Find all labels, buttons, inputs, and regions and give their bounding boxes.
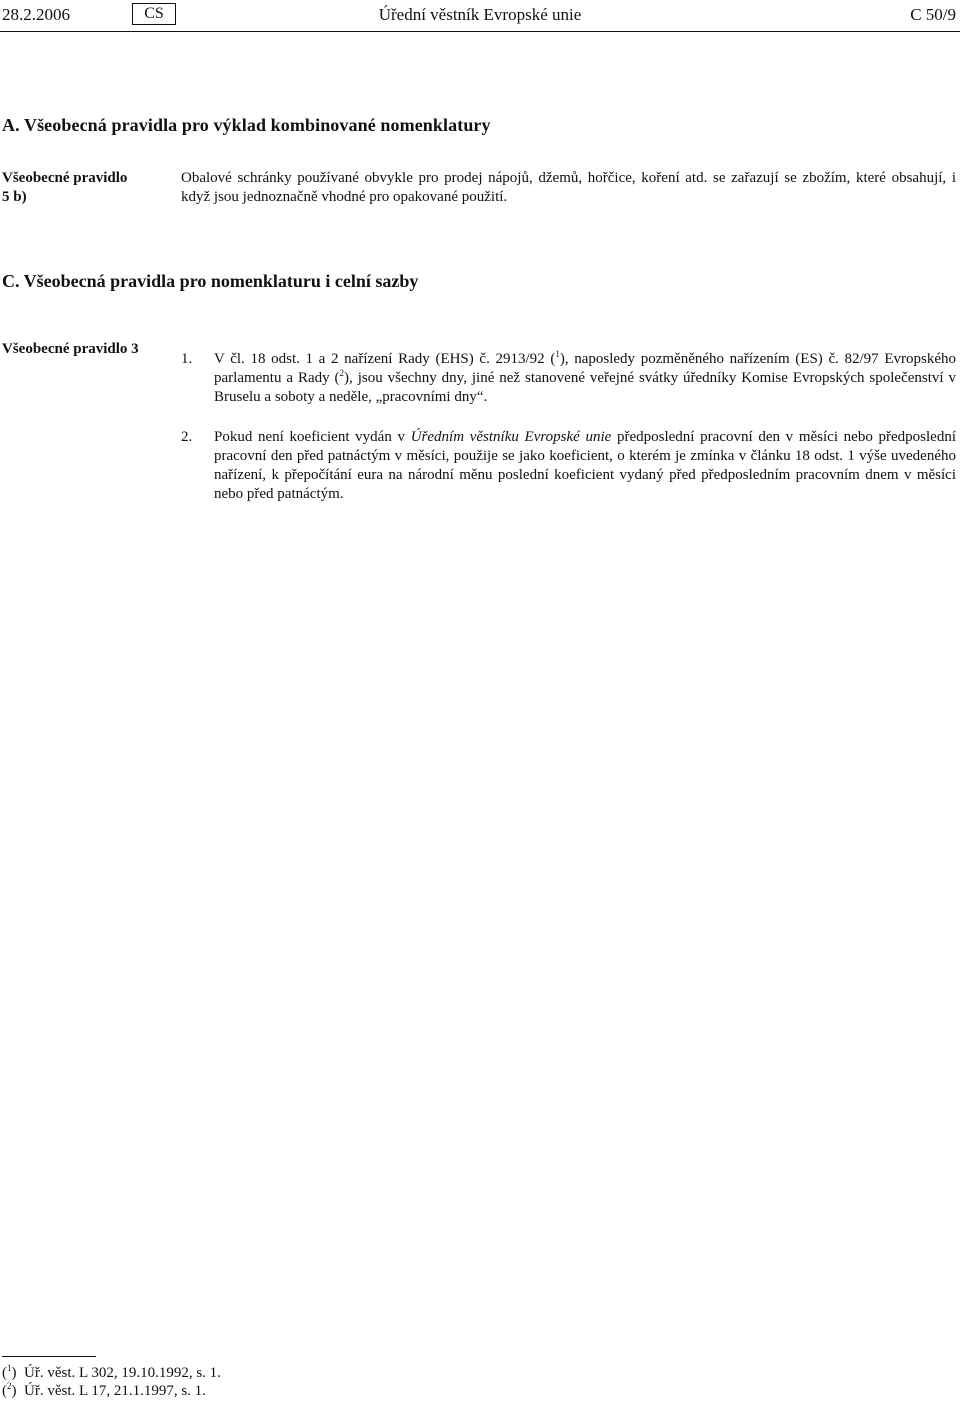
rule-label-5b-line2: 5 b) [2,189,27,205]
paragraph-2-part-b: předposlední pracovní den v měsíci nebo předposlední pracovní den před patnáctým v měsíci, použije se jako koeficient, o kterém je zmínka v článku 18 odst. 1 výše uvedeného nařízení, k přepočítání eura na národní měnu poslední koeficient vydaný před předposledním pracovním dnem v měsíci nebo před patnáctým. [214,429,956,502]
footnote-1-mark: 1 [7,1363,12,1373]
footnote-1-text: Úř. věst. L 302, 19.10.1992, s. 1. [24,1365,221,1381]
section-c-heading: C. Všeobecná pravidla pro nomenklaturu i celní sazby [2,271,419,291]
language-badge: CS [132,3,176,25]
header-date: 28.2.2006 [2,5,70,24]
paragraph-2-number: 2. [181,429,193,445]
rule-label-5b-line1: Všeobecné pravidlo [2,170,128,186]
rule-5b-text: Obalové schránky používané obvykle pro prodej nápojů, džemů, hořčice, koření atd. se zařazují se zbožím, které obsahují, i když jsou jednoznačně vhodné pro opakované použití. [181,170,956,205]
page-reference: C 50/9 [910,5,956,24]
footnote-2-mark: 2 [7,1381,12,1391]
footnote-divider [2,1356,96,1357]
paragraph-2-part-a: Pokud není koeficient vydán v [214,429,411,445]
footnote-2-text: Úř. věst. L 17, 21.1.1997, s. 1. [24,1383,206,1399]
paragraph-1-part-b: ), naposledy pozměněného nařízením (ES) č. 82/97 Evropského parlamentu a Rady ( [214,351,956,386]
paragraph-1-number: 1. [181,351,193,367]
section-a-heading: A. Všeobecná pravidla pro výklad kombinované nomenklatury [2,115,491,135]
footnote-2: ($^2$) Úř. věst. L 17, 21.1.1997, s. 1. [2,1381,206,1399]
journal-name-italic: Úředním věstníku Evropské unie [410,429,612,445]
footnote-1: ($^1$) Úř. věst. L 302, 19.10.1992, s. 1. [2,1363,221,1381]
footnote-ref-2[interactable]: 2 [339,368,345,378]
paragraph-1-part-a: V čl. 18 odst. 1 a 2 nařízení Rady (EHS) č. 2913/92 ( [214,351,556,367]
paragraph-1-text [214,350,956,407]
paragraph-1-part-c: ), jsou všechny dny, jiné než stanovené veřejné svátky úředníky Komise Evropských společenství v Bruselu a soboty a neděle, „pracovními dny“. [214,370,956,405]
journal-title: Úřední věstník Evropské unie [378,5,582,24]
rule-label-3: Všeobecné pravidlo 3 [2,341,139,357]
paragraph-2-text [214,428,956,504]
rule-label-5b [2,169,172,207]
header-divider [0,31,960,32]
footnote-ref-1[interactable]: 1 [555,349,560,359]
